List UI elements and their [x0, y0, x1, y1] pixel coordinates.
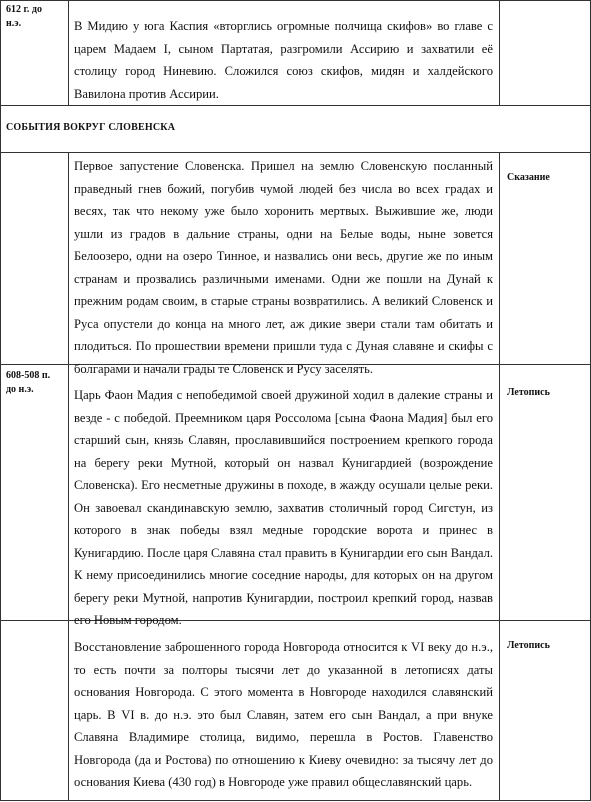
- row-source: Летопись: [507, 640, 550, 651]
- row-source: Летопись: [507, 387, 550, 398]
- column-divider-date: [68, 152, 69, 801]
- column-divider-date: [68, 0, 69, 106]
- row-text: В Мидию у юга Каспия «вторглись огромные полчища скифов» во главе с царем Мадаем I, сыном Партатая, разгромили Ассирию и захватили её столицу город Ниневию. Сложился союз скифов, мидян и халдейского Вавилона против Ассирии.: [74, 19, 493, 101]
- table-border-bottom: [0, 800, 591, 801]
- column-divider-source: [499, 0, 500, 106]
- row-divider: [0, 152, 591, 153]
- table-border-top: [0, 0, 591, 1]
- row-source: Сказание: [507, 172, 550, 183]
- section-heading: СОБЫТИЯ ВОКРУГ СЛОВЕНСКА: [6, 122, 176, 133]
- row-text: Первое запустение Словенска. Пришел на землю Словенскую посланный праведный гнев божий, погубив чумой людей без числа во всех градах и весях, так что некому уже было хоронить мертвых. Выжившие же, люди ушли из градов в дальние страны, одни на Белые воды, ныне зовется Белоозеро, одни на озеро Тинное, и назвались они весь, другие же по иным странам и прозвались различными именами. Одни же пошли на Дунай к прежним родам своим, в старые страны возвратились. А великий Словенск и Руса опустели до конца на много лет, аж дикие звери стали там обитать и плодиться. По прошествии времени пришли туда с Дуная славяне и скифы с болгарами и начали грады те Словенск и Русу заселять.: [74, 159, 493, 376]
- row-text: Царь Фаон Мадия с непобедимой своей дружиной ходил в далекие страны и везде - с победой. Преемником царя Россолома [сына Фаона Мадия] был его старший сын, князь Славян, прославившийся построением крепкого города на берегу реки Мутной, который он назвал Кунигардией (возрождение Словенска). Его несметные дружины в походе, в жажду осушали целые реки. Он завоевал скандинавскую землю, захватив столичный город Сигстун, из которого в знак победы взял медные городские ворота и принес в Кунигардию. После царя Славяна стал править в Кунигардии его сын Вандал. К нему присоединились многие соседние народы, для которых он на другом берегу реки Мутной, напротив Кунигардии, построил крепкий город, назвав его Новым городом.: [74, 388, 493, 627]
- row-text: Восстановление заброшенного города Новгорода относится к VI веку до н.э., то есть почти за полторы тысячи лет до указанной в летописях даты основания Новгорода. С этого момента в Новгороде находился славянский царь. В VI в. до н.э. это был Славян, затем его сын Вандал, а при внуке Славяна Владимире столица, видимо, перешла в Ростов. Главенство Новгорода (да и Ростова) по отношению к Киеву очевидно: за тысячу лет до основания Киева (430 год) в Новгороде уже правил общеславянский царь.: [74, 640, 493, 789]
- row-date: 608-508 п. до н.э.: [6, 370, 51, 395]
- table-border-left: [0, 0, 1, 801]
- row-date: 612 г. до н.э.: [6, 4, 42, 29]
- column-divider-source: [499, 152, 500, 801]
- row-divider: [0, 105, 591, 106]
